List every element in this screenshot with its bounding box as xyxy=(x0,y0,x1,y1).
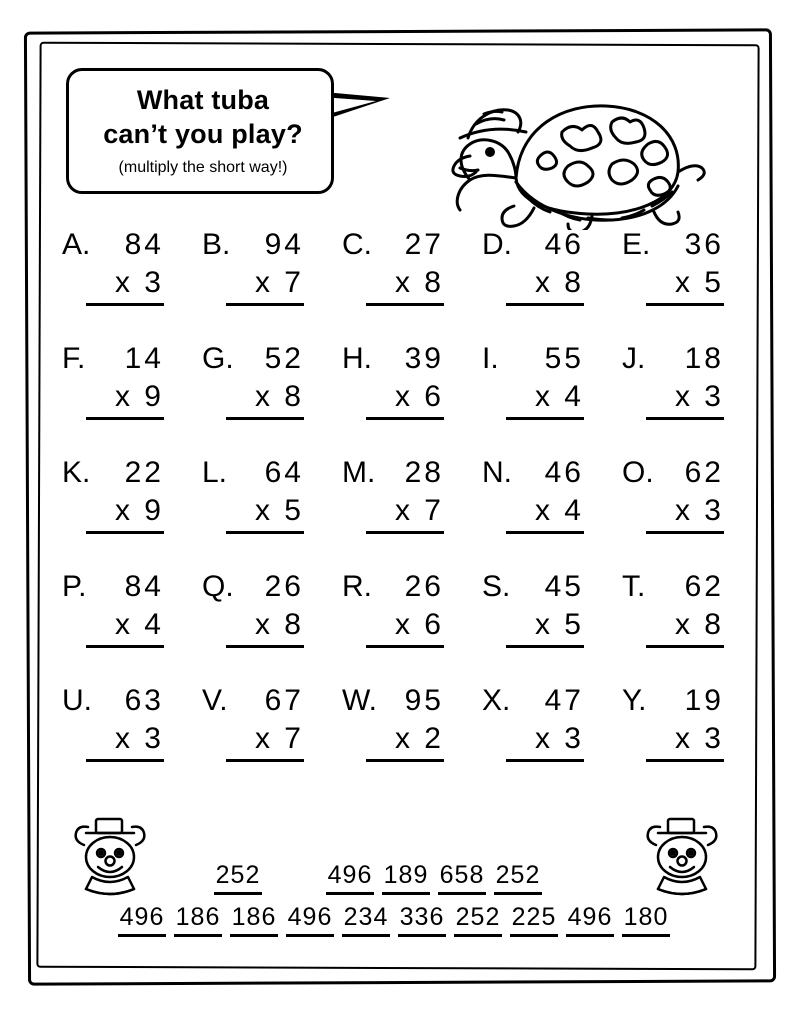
problem-cell-u xyxy=(46,684,186,798)
problem-multiplicand: 46 xyxy=(544,228,584,261)
problem-multiplier: x 8 xyxy=(646,608,724,648)
problem-multiplicand: 67 xyxy=(264,684,304,717)
problem-cell-r xyxy=(326,570,466,684)
worksheet-content xyxy=(46,50,746,958)
problem-cell-e xyxy=(606,228,746,342)
problem-multiplicand: 22 xyxy=(124,456,164,489)
problem-label: Q. xyxy=(202,570,234,603)
answer-blank[interactable]: 496 xyxy=(118,903,166,937)
problem-cell-d xyxy=(466,228,606,342)
problem-multiplier: x 3 xyxy=(86,266,164,306)
turtle-icon xyxy=(416,60,706,230)
problem-cell-g xyxy=(186,342,326,456)
problem-multiplicand: 47 xyxy=(544,684,584,717)
problem-multiplicand: 62 xyxy=(684,570,724,603)
problem-label: D. xyxy=(482,228,512,261)
problem-cell-w xyxy=(326,684,466,798)
problem-multiplier: x 7 xyxy=(226,722,304,762)
problem-label: C. xyxy=(342,228,372,261)
answer-spacer xyxy=(270,861,318,895)
answer-blank[interactable]: 496 xyxy=(326,861,374,895)
problem-cell-x xyxy=(466,684,606,798)
problem-multiplier: x 8 xyxy=(506,266,584,306)
problem-multiplicand: 94 xyxy=(264,228,304,261)
answer-blank[interactable]: 252 xyxy=(494,861,542,895)
problem-cell-j xyxy=(606,342,746,456)
riddle-line-2: can’t you play? xyxy=(103,119,303,149)
problem-multiplier: x 4 xyxy=(86,608,164,648)
riddle-instruction: (multiply the short way!) xyxy=(118,159,288,176)
problem-cell-y xyxy=(606,684,746,798)
problem-multiplicand: 36 xyxy=(684,228,724,261)
problem-label: I. xyxy=(482,342,499,375)
problem-multiplier: x 4 xyxy=(506,380,584,420)
problem-multiplier: x 5 xyxy=(506,608,584,648)
problem-row xyxy=(46,228,746,342)
problem-label: M. xyxy=(342,456,376,489)
problem-multiplier: x 9 xyxy=(86,380,164,420)
answer-blank[interactable]: 336 xyxy=(398,903,446,937)
answer-row-1 xyxy=(214,861,614,895)
problem-label: A. xyxy=(62,228,91,261)
problem-multiplicand: 95 xyxy=(404,684,444,717)
problem-cell-b xyxy=(186,228,326,342)
problem-cell-n xyxy=(466,456,606,570)
problem-multiplier: x 6 xyxy=(366,608,444,648)
answer-blank[interactable]: 658 xyxy=(438,861,486,895)
problem-multiplier: x 3 xyxy=(506,722,584,762)
answer-blank[interactable]: 186 xyxy=(174,903,222,937)
problem-label: T. xyxy=(622,570,646,603)
answer-blank[interactable]: 252 xyxy=(214,861,262,895)
problem-multiplicand: 39 xyxy=(404,342,444,375)
speech-bubble-body xyxy=(66,68,334,194)
clown-face-icon xyxy=(634,815,730,905)
problem-multiplier: x 3 xyxy=(646,722,724,762)
problem-row xyxy=(46,570,746,684)
problem-label: X. xyxy=(482,684,511,717)
problem-multiplicand: 62 xyxy=(684,456,724,489)
answer-blank[interactable]: 234 xyxy=(342,903,390,937)
problem-cell-i xyxy=(466,342,606,456)
problem-multiplier: x 3 xyxy=(86,722,164,762)
problem-label: F. xyxy=(62,342,86,375)
problem-multiplicand: 63 xyxy=(124,684,164,717)
answer-blank[interactable]: 496 xyxy=(566,903,614,937)
answer-row-2 xyxy=(118,903,678,937)
problem-multiplier: x 7 xyxy=(226,266,304,306)
problem-cell-s xyxy=(466,570,606,684)
riddle-speech-bubble xyxy=(66,68,356,208)
problem-multiplicand: 19 xyxy=(684,684,724,717)
problem-label: J. xyxy=(622,342,646,375)
problem-label: K. xyxy=(62,456,91,489)
problem-cell-p xyxy=(46,570,186,684)
problem-multiplicand: 64 xyxy=(264,456,304,489)
clown-face-icon xyxy=(62,815,158,905)
problem-cell-o xyxy=(606,456,746,570)
answer-blank[interactable]: 252 xyxy=(454,903,502,937)
problem-cell-l xyxy=(186,456,326,570)
answer-blank[interactable]: 186 xyxy=(230,903,278,937)
problem-cell-h xyxy=(326,342,466,456)
problem-multiplier: x 8 xyxy=(226,608,304,648)
problem-row xyxy=(46,456,746,570)
problem-label: S. xyxy=(482,570,511,603)
problem-multiplier: x 8 xyxy=(366,266,444,306)
problem-label: L. xyxy=(202,456,228,489)
problem-label: Y. xyxy=(622,684,647,717)
problem-cell-v xyxy=(186,684,326,798)
answer-blank[interactable]: 496 xyxy=(286,903,334,937)
problem-multiplier: x 3 xyxy=(646,494,724,534)
problem-multiplier: x 5 xyxy=(226,494,304,534)
problem-label: U. xyxy=(62,684,92,717)
answer-blank[interactable]: 225 xyxy=(510,903,558,937)
problem-cell-k xyxy=(46,456,186,570)
problem-multiplicand: 18 xyxy=(684,342,724,375)
answer-blank[interactable]: 189 xyxy=(382,861,430,895)
problem-label: E. xyxy=(622,228,651,261)
problem-row xyxy=(46,684,746,798)
problem-multiplicand: 26 xyxy=(264,570,304,603)
problem-cell-a xyxy=(46,228,186,342)
problem-multiplier: x 6 xyxy=(366,380,444,420)
answer-blank[interactable]: 180 xyxy=(622,903,670,937)
problem-label: W. xyxy=(342,684,377,717)
problem-label: H. xyxy=(342,342,372,375)
problem-label: P. xyxy=(62,570,87,603)
problem-cell-f xyxy=(46,342,186,456)
problem-label: V. xyxy=(202,684,228,717)
problem-multiplier: x 5 xyxy=(646,266,724,306)
problem-multiplier: x 2 xyxy=(366,722,444,762)
problem-row xyxy=(46,342,746,456)
problem-multiplicand: 14 xyxy=(124,342,164,375)
problem-cell-q xyxy=(186,570,326,684)
problem-multiplicand: 84 xyxy=(124,228,164,261)
problem-multiplier: x 7 xyxy=(366,494,444,534)
problem-multiplier: x 4 xyxy=(506,494,584,534)
problem-cell-c xyxy=(326,228,466,342)
problem-label: B. xyxy=(202,228,231,261)
problem-multiplicand: 28 xyxy=(404,456,444,489)
problem-cell-m xyxy=(326,456,466,570)
problem-multiplicand: 52 xyxy=(264,342,304,375)
problem-multiplicand: 27 xyxy=(404,228,444,261)
problem-multiplicand: 84 xyxy=(124,570,164,603)
problem-multiplier: x 3 xyxy=(646,380,724,420)
problem-multiplier: x 8 xyxy=(226,380,304,420)
problem-label: R. xyxy=(342,570,372,603)
answer-bank xyxy=(46,805,746,955)
problem-multiplicand: 26 xyxy=(404,570,444,603)
riddle-line-1: What tuba xyxy=(136,85,270,115)
problem-label: G. xyxy=(202,342,234,375)
problem-label: N. xyxy=(482,456,512,489)
problem-multiplicand: 55 xyxy=(544,342,584,375)
problem-multiplier: x 9 xyxy=(86,494,164,534)
problem-cell-t xyxy=(606,570,746,684)
problem-multiplicand: 46 xyxy=(544,456,584,489)
problems-grid xyxy=(46,228,746,798)
problem-multiplicand: 45 xyxy=(544,570,584,603)
problem-label: O. xyxy=(622,456,654,489)
